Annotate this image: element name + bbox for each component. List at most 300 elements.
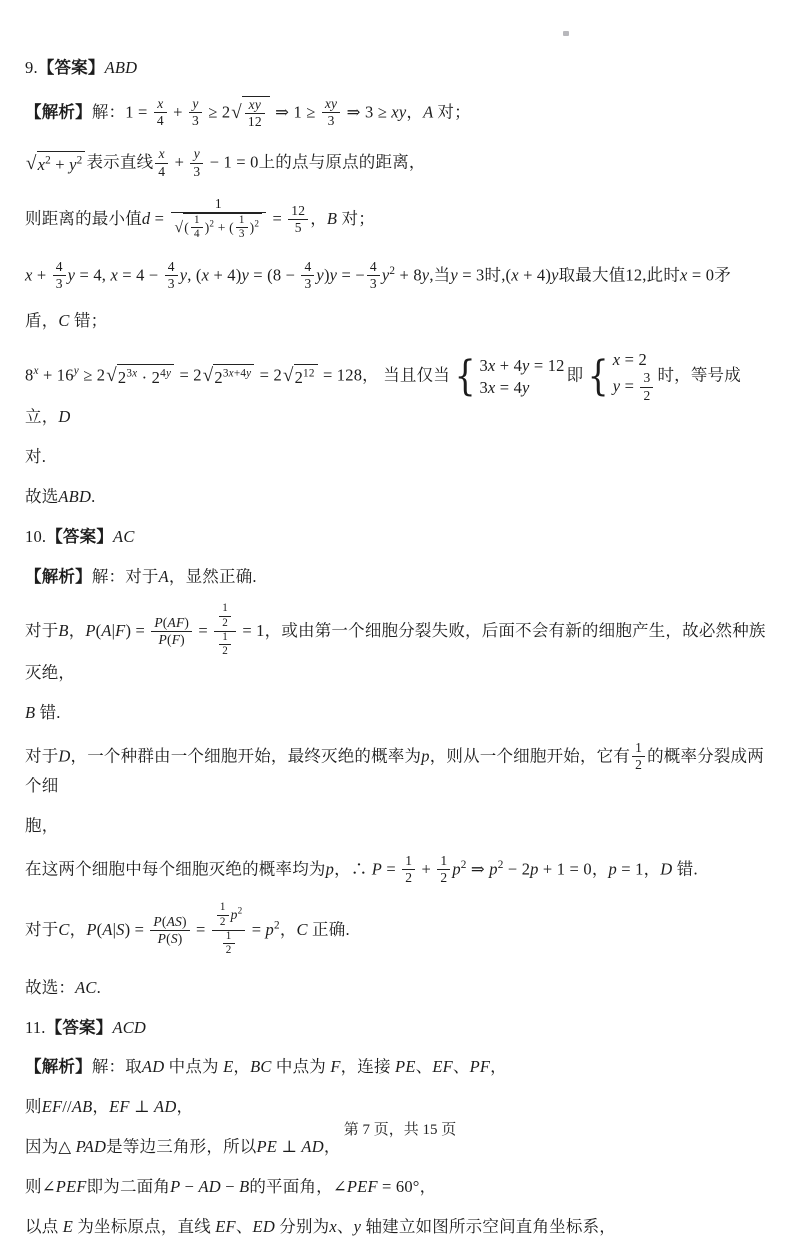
solution-line [25,741,770,798]
solution-line [25,56,770,80]
text: + 4) [519,265,551,284]
text: + 8 [395,265,422,284]
solution-line [25,1095,770,1119]
text: − 1 = 0 [205,153,258,172]
math-text: C [297,920,313,939]
denominator [150,931,189,947]
math-text: y [68,265,76,284]
text: 2 [220,916,226,928]
solution-line [25,1055,770,1079]
math-text: AS [167,914,182,929]
denominator [288,220,308,236]
text: | [112,621,116,640]
text: ) [184,615,189,630]
text: 、 [453,1057,470,1076]
math-text: y [74,365,79,377]
text: + 16 [39,366,74,385]
numerator [53,259,66,276]
math-text: x [33,365,38,377]
text: ) = [125,621,149,640]
text: 2 [643,388,650,403]
math-text: ABD [105,58,138,77]
text: 3 [193,164,200,179]
solution-line [25,976,770,1000]
text: 11. [25,1018,46,1037]
math-text: PEF [347,1177,378,1196]
cases-row [613,349,656,371]
math-text: B [327,209,342,228]
numerator [219,631,231,645]
math-text: P [170,1177,180,1196]
fraction [219,631,231,659]
denominator [367,276,380,292]
fraction [165,259,178,292]
left-brace-icon: { [455,359,476,394]
text: = 1 [238,621,265,640]
text: = [192,920,210,939]
text: 【答案】 [38,58,105,77]
text: . [97,978,101,997]
text: 【解析】 [25,102,92,121]
fraction [151,615,192,648]
numerator [632,740,645,757]
text: 表示直线 [86,153,153,172]
text: ， [280,920,297,939]
radical-sign-icon: √ [175,213,184,243]
text: 中点为 [169,1057,219,1076]
text: = 1 [617,859,644,878]
radical-sign-icon: √ [106,364,117,390]
text: ，则从一个细胞开始，它有 [430,746,630,765]
math-text: x [488,356,496,375]
text: ) [324,265,330,284]
math-text: EF [211,1217,236,1236]
math-text: PF [470,1057,491,1076]
text: 3 [126,368,132,380]
text: ，或由第一个细胞分裂失败，后面不会有新的细胞产生，故必然种族灭绝， [25,621,766,681]
text: 、 [416,1057,433,1076]
text: 【答案】 [46,527,113,546]
solution-line [25,854,770,887]
math-text: AD [154,1097,176,1116]
math-text: AD [199,1177,221,1196]
numerator [288,203,308,220]
text: ( [96,621,102,640]
text: 1 = [125,102,152,121]
math-text: x [110,265,118,284]
text: ) [182,914,187,929]
solution-line [25,197,770,244]
math-text: x [202,265,210,284]
text: 2 [238,906,243,916]
math-text: P [158,931,166,946]
text: ∴ [351,859,372,878]
text: + [51,155,69,174]
numerator [155,146,168,163]
math-text: P [153,914,161,929]
text: ， [92,1097,109,1116]
math-text: p [266,920,274,939]
text: 12 [291,203,305,218]
math-text: P [372,859,382,878]
text: ) [180,632,185,647]
denominator [191,228,203,241]
text: 1 [226,930,232,942]
text: 错. [677,859,698,878]
denominator [219,645,231,658]
math-text: y [522,356,530,375]
solution-line [25,1215,770,1239]
text: 4 [157,113,164,128]
text: ⇒ 1 ≥ [271,102,320,121]
math-text: ABD [58,487,91,506]
denominator [322,113,340,129]
text: 错. [40,703,61,722]
math-text: y [246,368,251,380]
math-text: C [58,311,74,330]
math-text: x [132,368,137,380]
text: 对于 [25,920,58,939]
denominator [236,228,248,241]
text: 1 [222,602,228,614]
fraction [191,214,203,242]
text: ， [69,621,86,640]
text: ( [163,615,168,630]
math-text: E [58,1217,77,1236]
text: = 2 [620,350,647,369]
superscript [223,368,252,380]
denominator [402,870,415,886]
text: = 0 [688,265,715,284]
text: 中点为 [276,1057,326,1076]
superscript [160,368,171,380]
text: 5 [295,220,302,235]
text: ( [162,914,167,929]
math-text: BC [250,1057,276,1076]
section-answer-9 [25,56,770,509]
text: 2 [389,265,395,277]
math-text: y [354,1217,366,1236]
math-text: ACD [112,1018,146,1037]
math-text: A [159,567,169,586]
math-text: P [154,615,162,630]
text: ， [592,859,609,878]
text: 2 [274,920,280,932]
math-text: xy [325,96,337,111]
text: ( [184,220,189,235]
radicand [117,364,174,390]
text: 【答案】 [46,1018,113,1037]
text: 4 [158,164,165,179]
text: ，一个种群由一个细胞开始，最终灭绝的概率为 [71,746,422,765]
text: = [247,920,265,939]
radical [203,364,255,390]
cases-row [479,377,564,399]
text: ∠ [333,1177,347,1196]
math-text: PE [391,1057,416,1076]
text: 对于 [25,621,58,640]
denominator [53,276,66,292]
math-text: EF [109,1097,130,1116]
math-text: x [229,368,234,380]
text: 对； [342,209,375,228]
text: 是等边三角形，所以 [106,1137,256,1156]
fraction [402,853,415,886]
text: 在这两个细胞中每个细胞灭绝的概率均为 [25,859,326,878]
math-text: p [489,859,497,878]
solution-line [25,349,770,429]
math-text: x [38,155,46,174]
math-text: A [102,920,112,939]
solution-line [25,903,770,959]
text: 、 [337,1217,354,1236]
math-text: y [241,265,249,284]
scan-artifact-dot [563,31,569,36]
text: 胞， [25,816,58,835]
text: = 4 [495,378,522,397]
text: 1 [635,740,642,755]
fraction [154,96,167,129]
text: 4 [168,259,175,274]
denominator [151,632,192,648]
numerator [236,214,248,228]
radicand [183,213,262,243]
radicand [242,96,270,131]
math-text: y [551,265,559,284]
solution-line [25,309,770,333]
text: 2 [118,368,126,387]
math-text: x [488,378,496,397]
denominator [154,113,167,129]
text: 1 [440,853,447,868]
text: = 128 [319,366,363,385]
math-text: PE [256,1137,277,1156]
text: 的概率分裂成两个细 [25,746,764,795]
text: 3 [239,228,245,240]
radical [231,96,270,131]
numerator [640,370,653,387]
numerator [322,96,340,113]
text: 分别为 [279,1217,329,1236]
text: 1 [405,853,412,868]
text: 取最大值 [559,265,626,284]
math-text: y [166,368,171,380]
numerator [190,146,203,163]
text: , ( [187,265,201,284]
text: , [429,265,433,284]
text: 2 [214,368,222,387]
text: 4 [370,259,377,274]
text: = [620,377,638,396]
text: = − [337,265,365,284]
text: 即 [567,366,584,385]
numerator [189,96,202,113]
numerator [154,96,167,113]
numerator [437,853,450,870]
math-text: B [239,1177,249,1196]
left-brace-icon: { [588,359,609,394]
math-text: y [613,377,621,396]
math-text: y [316,265,324,284]
math-text: y [69,155,77,174]
text: 2 [77,155,83,167]
text: ， [70,920,87,939]
math-text: y [194,146,200,161]
text: 的平面角， [249,1177,333,1196]
text: . [91,487,95,506]
text: ，显然正确. [169,567,257,586]
text: 3 [223,368,229,380]
solution-line [25,814,770,838]
fraction [223,930,235,958]
cases-system [452,355,565,400]
fraction [212,902,246,958]
text: 12 [248,114,262,129]
text: ≥ 2 [79,366,105,385]
radical-sign-icon: √ [231,96,242,131]
text: 即为二面角 [87,1177,171,1196]
math-text: E [219,1057,234,1076]
denominator [640,388,653,404]
math-text: y [330,265,338,284]
text: ( [167,632,172,647]
text: ) [178,931,183,946]
radical [283,364,318,390]
math-text: x [613,350,621,369]
text: 2 [635,757,642,772]
denominator [190,164,203,180]
text: ，连接 [341,1057,391,1076]
text: = 2 [255,366,282,385]
solution-line [25,1016,770,1040]
math-text: xy [249,97,261,112]
text: = [382,859,400,878]
cases-row [479,355,564,377]
text: 时 [484,265,501,284]
text: 为坐标原点，直线 [77,1217,211,1236]
section-answer-10 [25,525,770,1000]
text: 2 [222,645,228,657]
text: 4 [304,259,311,274]
text: 3 [304,276,311,291]
text: 2 [440,870,447,885]
fraction [288,203,308,236]
fraction [171,196,267,243]
numerator [245,97,265,114]
math-text: C [58,920,69,939]
denominator [245,114,265,130]
superscript [303,368,315,380]
radical-sign-icon: √ [283,364,294,390]
text: ， 当且仅当 [362,366,450,385]
text: 对. [25,447,46,466]
text: // [62,1097,72,1116]
math-text: x [159,146,165,161]
math-text: AF [167,615,184,630]
denominator [165,276,178,292]
math-text: x [511,265,519,284]
text: 此时 [647,265,680,284]
solution-line [25,260,770,293]
solution-line [25,485,770,509]
fraction [190,146,203,179]
superscript [238,906,243,916]
math-text: EF [42,1097,63,1116]
text: 故选 [25,487,58,506]
text: ， [334,859,351,878]
math-text: B [58,621,68,640]
text: 9. [25,58,38,77]
text: 、 [236,1217,253,1236]
math-text: P [85,621,95,640]
math-text: x [329,1217,337,1236]
superscript [254,219,259,229]
text: ， [310,209,327,228]
text: 2 [222,617,228,629]
text: 1 [194,214,200,226]
math-text: A [101,621,111,640]
math-text: p [231,907,238,922]
radicand [37,151,86,177]
text: 则 [25,1177,42,1196]
radicand [294,364,318,390]
text: 1 [222,631,228,643]
text: = 4, [75,265,110,284]
numerator [165,259,178,276]
text: 2 [295,368,303,387]
text: · 2 [137,368,160,387]
text: ， [420,1177,437,1196]
fraction [236,214,248,242]
text: 3 [56,276,63,291]
math-text: p [530,859,538,878]
fraction [367,259,380,292]
text: 矛 [714,265,731,284]
text: = 12 [530,356,565,375]
fraction [150,914,189,947]
text: ) [250,220,255,235]
text: ， [644,859,661,878]
text: 12, [625,265,646,284]
denominator [217,916,229,929]
text: 时，等号成立， [25,366,741,426]
text: ⊥ [130,1097,154,1116]
text: 12 [303,368,315,380]
text: ⇒ [467,859,490,878]
fraction [217,901,229,929]
fraction [301,259,314,292]
text: 盾， [25,311,58,330]
text: 2 [405,870,412,885]
text: ， [490,1057,507,1076]
math-text: F [115,621,125,640]
numerator [171,196,267,213]
text: 3 [479,356,487,375]
text: = 2 [175,366,202,385]
denominator [212,931,246,959]
solution-line [25,445,770,469]
text: ) [205,220,210,235]
math-text: y [522,378,530,397]
math-text: AC [113,527,134,546]
text: 3 [479,378,487,397]
text: ∠ [42,1177,56,1196]
text: = [268,209,286,228]
text: = 60° [378,1177,420,1196]
solution-line [25,147,770,180]
numerator [217,901,229,915]
fraction [155,146,168,179]
